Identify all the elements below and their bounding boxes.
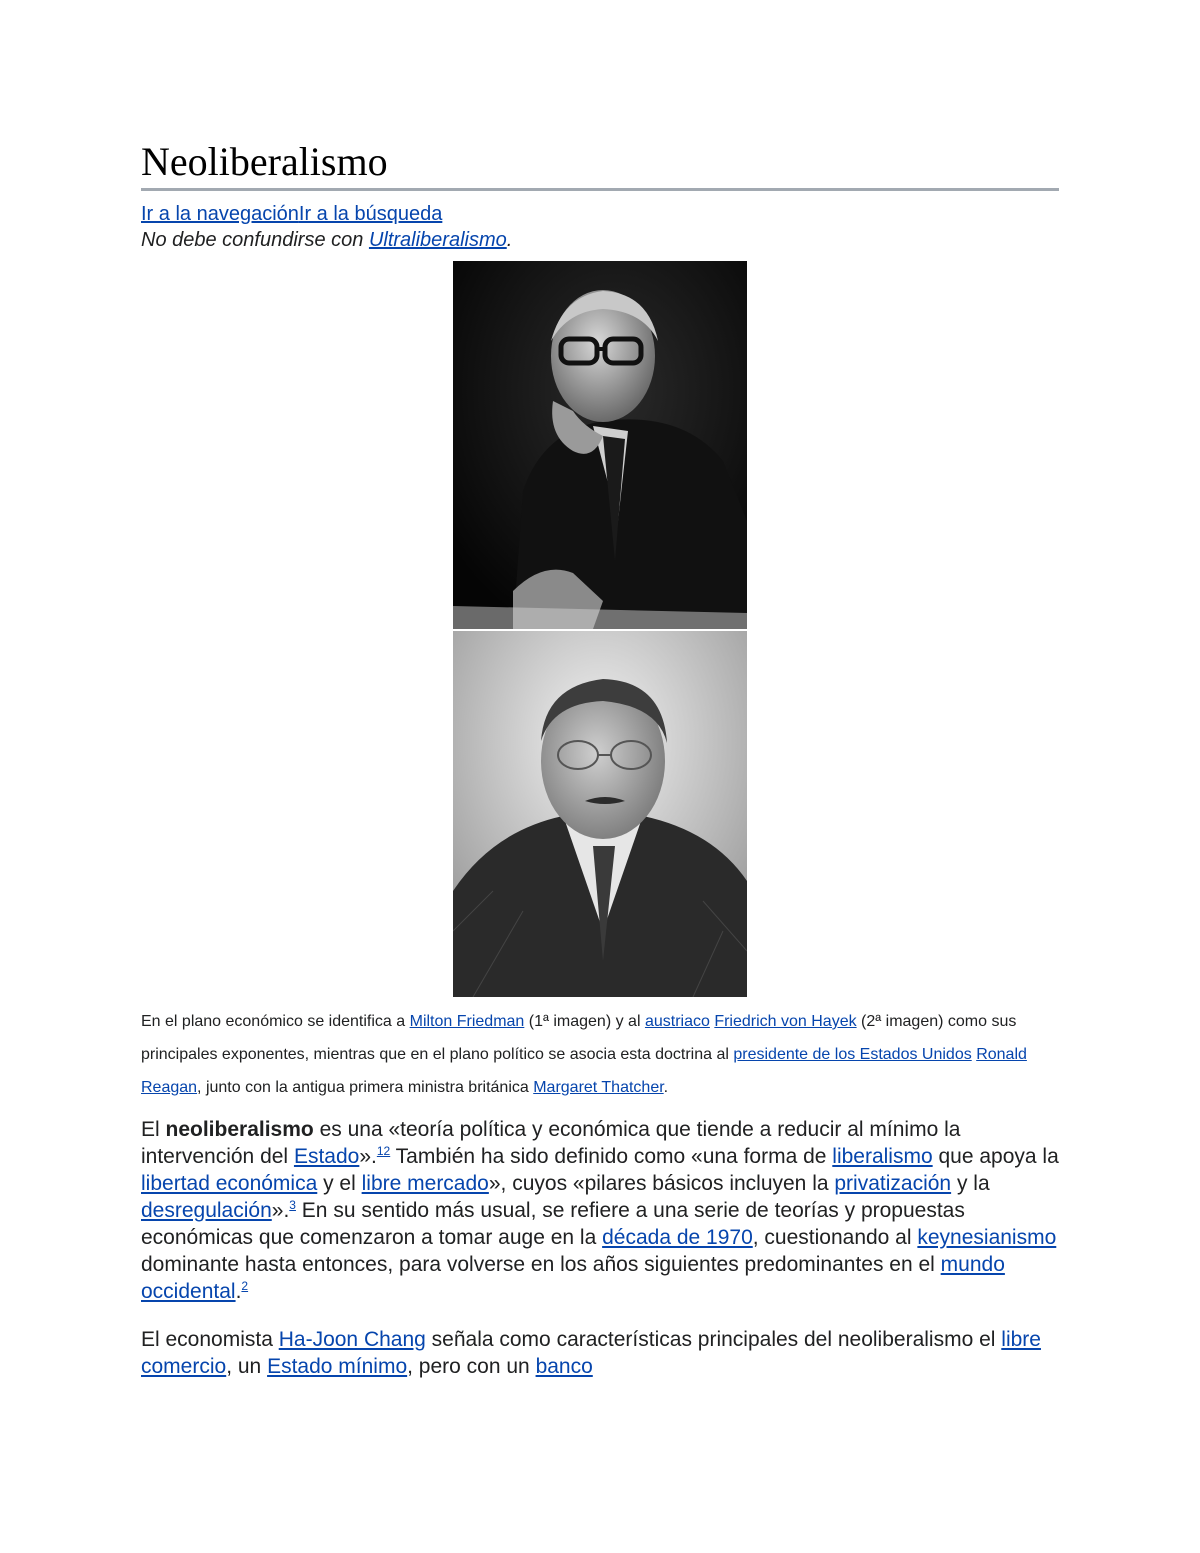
- link-decada-1970[interactable]: década de 1970: [602, 1226, 753, 1249]
- caption-link-milton-friedman[interactable]: Milton Friedman: [409, 1013, 525, 1030]
- ref-link-2[interactable]: 2: [383, 1144, 391, 1158]
- link-estado[interactable]: Estado: [293, 1145, 360, 1168]
- caption-text: (1ª imagen) y al: [524, 1013, 645, 1030]
- text: que apoya la: [932, 1145, 1059, 1168]
- text: El economista: [141, 1328, 279, 1351]
- text: También ha sido definido como «una forma de: [390, 1145, 833, 1168]
- figure-caption: [141, 1005, 1059, 1104]
- ref-link-3[interactable]: 3: [289, 1198, 296, 1212]
- text: es una «teoría política y económica que tiende a reducir al mínimo la intervención del: [141, 1118, 961, 1168]
- hayek-photo[interactable]: [453, 631, 747, 997]
- hatnote-text: No debe confundirse con: [141, 229, 369, 251]
- link-libertad-economica[interactable]: libertad económica: [141, 1172, 318, 1195]
- paragraph-intro: [141, 1116, 1059, 1305]
- hayek-portrait-image: [453, 631, 747, 997]
- friedman-photo[interactable]: [453, 261, 747, 629]
- text: , cuestionando al: [752, 1226, 918, 1249]
- page-title: Neoliberalismo: [141, 138, 1059, 191]
- ref-link-1[interactable]: 1: [376, 1144, 384, 1158]
- link-liberalismo[interactable]: liberalismo: [832, 1145, 933, 1168]
- caption-text: (2ª imagen) como sus principales exponentes, mientras que en el plano político se asocia esta doctrina al: [141, 1013, 1017, 1063]
- link-privatizacion[interactable]: privatización: [834, 1172, 952, 1195]
- link-banco[interactable]: banco: [535, 1355, 593, 1378]
- text: ».: [359, 1145, 377, 1168]
- text: y la: [951, 1172, 990, 1195]
- caption-text: .: [663, 1079, 669, 1096]
- text: , pero con un: [407, 1355, 536, 1378]
- link-desregulacion[interactable]: desregulación: [141, 1199, 272, 1222]
- reference-3: [289, 1198, 296, 1212]
- friedman-portrait-image: [453, 261, 747, 629]
- link-libre-mercado[interactable]: libre mercado: [361, 1172, 489, 1195]
- link-libre-comercio[interactable]: libre comercio: [141, 1328, 1041, 1378]
- text: , un: [226, 1355, 268, 1378]
- caption-link-presidente-eeuu[interactable]: presidente de los Estados Unidos: [733, 1046, 972, 1063]
- hatnote-period: .: [506, 229, 513, 251]
- link-ha-joon-chang[interactable]: Ha-Joon Chang: [278, 1328, 426, 1351]
- caption-link-friedrich-von-hayek[interactable]: Friedrich von Hayek: [714, 1013, 857, 1030]
- caption-text: En el plano económico se identifica a: [141, 1013, 410, 1030]
- text: y el: [317, 1172, 362, 1195]
- paragraph-chang: [141, 1326, 1059, 1380]
- text: ».: [271, 1199, 290, 1222]
- hatnote: [141, 227, 1059, 253]
- link-keynesianismo[interactable]: keynesianismo: [917, 1226, 1057, 1249]
- caption-link-ronald-reagan[interactable]: Ronald Reagan: [141, 1046, 1027, 1096]
- jump-to-search-link[interactable]: Ir a la búsqueda: [298, 203, 443, 225]
- jump-to-navigation-link[interactable]: Ir a la navegación: [141, 203, 299, 225]
- ref-link-2b[interactable]: 2: [241, 1279, 249, 1293]
- caption-link-margaret-thatcher[interactable]: Margaret Thatcher: [533, 1079, 664, 1096]
- text: dominante hasta entonces, para volverse en los años siguientes predominantes en el: [141, 1253, 941, 1276]
- text: señala como características principales del neoliberalismo el: [425, 1328, 1002, 1351]
- reference-2: [241, 1279, 248, 1293]
- article: [141, 138, 1059, 1401]
- caption-link-austriaco[interactable]: austriaco: [644, 1013, 710, 1030]
- thumbnail-figure: [453, 261, 747, 997]
- text: », cuyos «pilares básicos incluyen la: [488, 1172, 835, 1195]
- jump-links: [141, 201, 1059, 227]
- reference-1-2: [377, 1144, 390, 1158]
- text: .: [235, 1280, 242, 1303]
- link-estado-minimo[interactable]: Estado mínimo: [267, 1355, 408, 1378]
- hatnote-link-ultraliberalismo[interactable]: Ultraliberalismo: [368, 229, 507, 251]
- text: En su sentido más usual, se refiere a una serie de teorías y propuestas económicas que comenzaron a tomar auge en la: [141, 1199, 965, 1249]
- link-mundo-occidental[interactable]: mundo occidental: [141, 1253, 1005, 1303]
- caption-text: , junto con la antigua primera ministra británica: [197, 1079, 534, 1096]
- bold-term: neoliberalismo: [165, 1118, 314, 1141]
- text: El: [141, 1118, 166, 1141]
